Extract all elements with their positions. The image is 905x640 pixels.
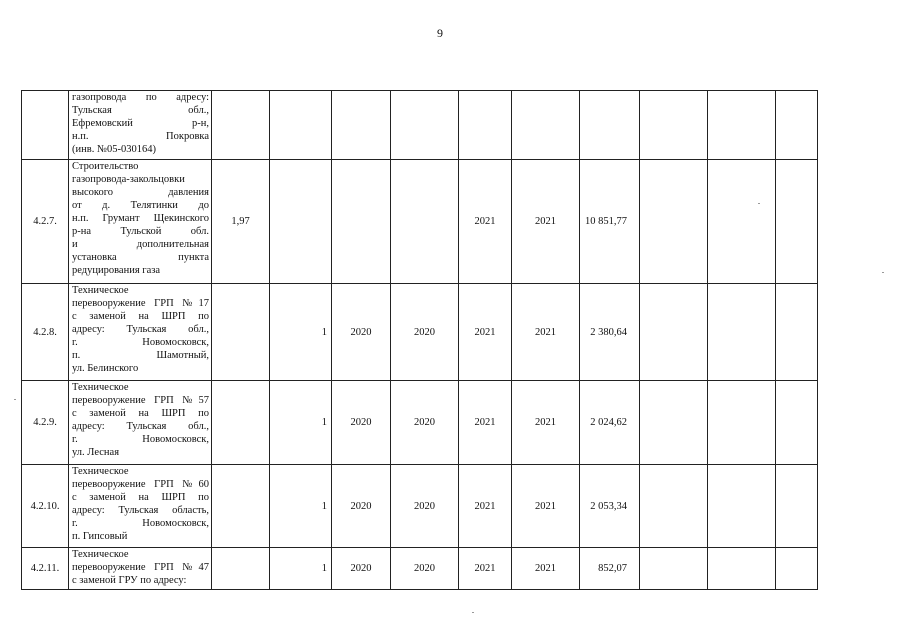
year-build-start-cell [459, 91, 512, 160]
quantity-cell: 1 [270, 548, 332, 590]
year-end-cell: 2020 [391, 284, 459, 381]
item-number-cell: 4.2.8. [22, 284, 69, 381]
empty-cell [640, 160, 708, 284]
page-number: 9 [437, 26, 443, 40]
year-start-cell: 2020 [332, 465, 391, 548]
empty-cell [708, 91, 776, 160]
description-cell [69, 160, 212, 284]
year-build-start-cell: 2021 [459, 284, 512, 381]
description-line: Техническое [72, 382, 129, 393]
description-line: и дополнительная [72, 239, 209, 250]
description-line: г. Новомосковск, [72, 434, 209, 445]
empty-cell [640, 465, 708, 548]
table-row [22, 381, 818, 465]
description-line: с заменой на ШРП по [72, 408, 209, 419]
length-cell [212, 465, 270, 548]
year-start-cell: 2020 [332, 381, 391, 465]
project-table [21, 90, 818, 590]
description-line: н.п. Покровка [72, 131, 209, 142]
table-row [22, 548, 818, 590]
description-line: Тульская обл., [72, 105, 209, 116]
description-line: адресу: Тульская обл., [72, 421, 209, 432]
empty-cell [708, 465, 776, 548]
description-line: Техническое [72, 549, 129, 560]
quantity-cell: 1 [270, 381, 332, 465]
year-build-end-cell: 2021 [512, 465, 580, 548]
year-build-start-cell: 2021 [459, 465, 512, 548]
empty-cell [708, 548, 776, 590]
year-end-cell: 2020 [391, 465, 459, 548]
empty-cell [776, 160, 818, 284]
description-line: п. Шамотный, [72, 350, 209, 361]
description-cell [69, 284, 212, 381]
empty-cell [776, 284, 818, 381]
description-line: от д. Телятинки до [72, 200, 209, 211]
description-cell [69, 381, 212, 465]
year-build-start-cell: 2021 [459, 381, 512, 465]
cost-cell: 2 053,34 [580, 465, 640, 548]
description-line: г. Новомосковск, [72, 337, 209, 348]
quantity-cell [270, 160, 332, 284]
description-line: адресу: Тульская область, [72, 505, 209, 516]
description-line: перевооружение ГРП №17 [72, 298, 209, 309]
empty-cell [640, 381, 708, 465]
empty-cell [708, 284, 776, 381]
description-line: газопровода-закольцовки [72, 174, 185, 185]
empty-cell [640, 91, 708, 160]
cost-cell: 2 380,64 [580, 284, 640, 381]
year-start-cell [332, 160, 391, 284]
item-number-cell [22, 91, 69, 160]
scan-speck [14, 399, 16, 400]
cost-cell: 852,07 [580, 548, 640, 590]
description-line: р-на Тульской обл. [72, 226, 209, 237]
description-line: н.п. Грумант Щекинского [72, 213, 209, 224]
year-build-end-cell: 2021 [512, 284, 580, 381]
table-body [22, 91, 818, 590]
year-build-end-cell [512, 91, 580, 160]
empty-cell [776, 465, 818, 548]
year-build-start-cell: 2021 [459, 548, 512, 590]
year-start-cell: 2020 [332, 284, 391, 381]
empty-cell [708, 381, 776, 465]
description-line: ул. Белинского [72, 363, 139, 374]
description-line: высокого давления [72, 187, 209, 198]
description-line: с заменой на ШРП по [72, 492, 209, 503]
item-number-cell: 4.2.9. [22, 381, 69, 465]
empty-cell [640, 284, 708, 381]
description-line: перевооружение ГРП №47 [72, 562, 209, 573]
year-build-end-cell: 2021 [512, 160, 580, 284]
description-line: с заменой на ШРП по [72, 311, 209, 322]
year-end-cell [391, 91, 459, 160]
empty-cell [776, 381, 818, 465]
description-line: адресу: Тульская обл., [72, 324, 209, 335]
cost-cell: 2 024,62 [580, 381, 640, 465]
description-line: установка пункта [72, 252, 209, 263]
item-number-cell: 4.2.10. [22, 465, 69, 548]
description-line: г. Новомосковск, [72, 518, 209, 529]
cost-cell: 10 851,77 [580, 160, 640, 284]
cost-cell [580, 91, 640, 160]
scan-speck [472, 612, 474, 613]
length-cell [212, 381, 270, 465]
description-line: перевооружение ГРП №60 [72, 479, 209, 490]
length-cell [212, 548, 270, 590]
year-end-cell [391, 160, 459, 284]
description-cell [69, 548, 212, 590]
length-cell: 1,97 [212, 160, 270, 284]
item-number-cell: 4.2.7. [22, 160, 69, 284]
table-row [22, 160, 818, 284]
empty-cell [708, 160, 776, 284]
year-start-cell [332, 91, 391, 160]
empty-cell [640, 548, 708, 590]
item-number-cell: 4.2.11. [22, 548, 69, 590]
description-line: Строительство [72, 161, 139, 172]
description-line: перевооружение ГРП №57 [72, 395, 209, 406]
year-build-end-cell: 2021 [512, 548, 580, 590]
description-line: редуцирования газа [72, 265, 161, 276]
description-line: Техническое [72, 466, 129, 477]
year-end-cell: 2020 [391, 381, 459, 465]
description-line: газопровода по адресу: [72, 92, 209, 103]
quantity-cell: 1 [270, 284, 332, 381]
description-line: Техническое [72, 285, 129, 296]
description-line: п. Гипсовый [72, 531, 128, 542]
year-build-end-cell: 2021 [512, 381, 580, 465]
table-row [22, 91, 818, 160]
length-cell [212, 91, 270, 160]
empty-cell [776, 548, 818, 590]
year-build-start-cell: 2021 [459, 160, 512, 284]
scan-speck [882, 272, 884, 273]
table-row [22, 284, 818, 381]
description-line: ул. Лесная [72, 447, 120, 458]
quantity-cell: 1 [270, 465, 332, 548]
description-line: с заменой ГРУ по адресу: [72, 575, 187, 586]
description-cell [69, 91, 212, 160]
quantity-cell [270, 91, 332, 160]
table-row [22, 465, 818, 548]
empty-cell [776, 91, 818, 160]
description-line: (инв. №05-030164) [72, 144, 156, 155]
year-end-cell: 2020 [391, 548, 459, 590]
scan-speck [758, 203, 760, 204]
description-cell [69, 465, 212, 548]
length-cell [212, 284, 270, 381]
description-line: Ефремовский р-н, [72, 118, 209, 129]
year-start-cell: 2020 [332, 548, 391, 590]
